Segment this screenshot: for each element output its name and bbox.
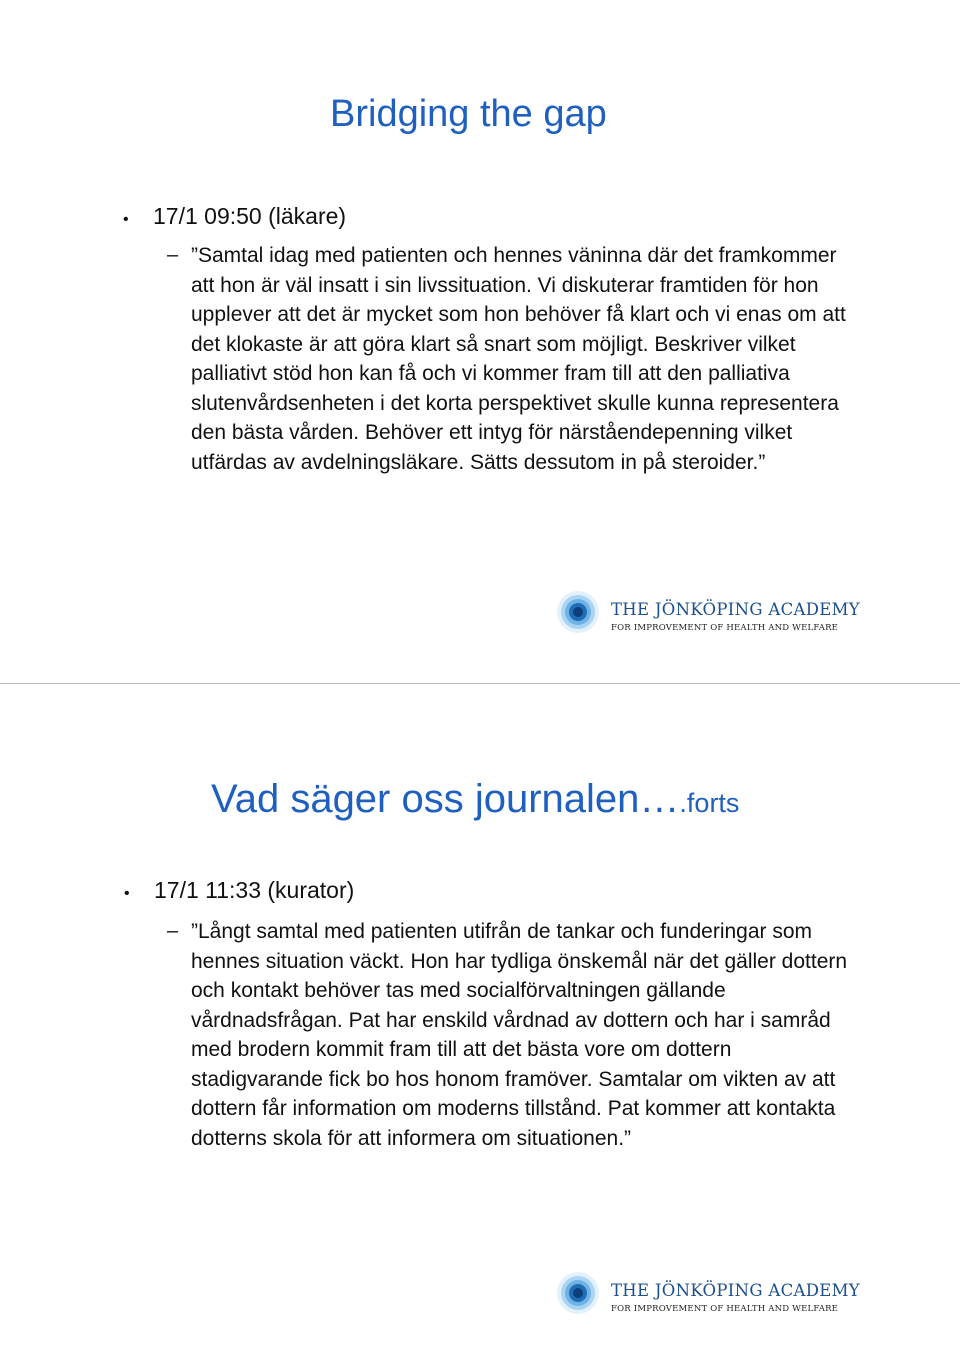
logo-name: THE JÖNKÖPING ACADEMY — [611, 1281, 860, 1300]
journal-note-text: ”Långt samtal med patienten utifrån de tankar och funderingar som hennes situation väckt. Hon har tydliga önskemål när det gäller dottern och kontakt behöver tas med socialförvaltningen gällande vårdnadsfrågan. Pat har enskild vårdnad av dottern och har i samråd med brodern kommit fram till att det bästa vore om dottern stadigvarande fick bo hos honom framöver. Samtalar om vikten av att dottern får information om moderns tillstånd. Pat kommer att kontakta dotterns skola för att informera om situationen.” — [191, 920, 848, 1150]
dash-icon: – — [167, 244, 179, 266]
bullet-dot-icon: • — [123, 211, 129, 228]
journal-note — [167, 241, 851, 477]
slide-title: Bridging the gap — [330, 93, 607, 135]
logo-tagline: FOR IMPROVEMENT OF HEALTH AND WELFARE — [611, 1304, 839, 1314]
slide-title — [211, 777, 739, 822]
logo-tagline: FOR IMPROVEMENT OF HEALTH AND WELFARE — [611, 623, 839, 633]
bullet-item — [123, 203, 346, 230]
bullet-dot-icon: • — [124, 885, 130, 902]
bullet-heading: 17/1 09:50 (läkare) — [153, 203, 347, 229]
bullet-item — [124, 877, 354, 904]
journal-note — [167, 917, 851, 1153]
bullet-heading: 17/1 11:33 (kurator) — [154, 877, 355, 903]
slide-title-suffix: .forts — [679, 788, 740, 818]
concentric-circles-logo-icon — [555, 1269, 605, 1319]
journal-note-text: ”Samtal idag med patienten och hennes väninna där det framkommer att hon är väl insatt i sin livssituation. Vi diskuterar framtiden för hon upplever att det är mycket som hon behöver få klart och vi enas om att det klokaste är att göra klart så snart som möjligt. Beskriver vilket palliativt stöd hon kan få och vi kommer fram till att den palliativa slutenvårdsenheten i det korta perspektivet skulle kunna representera den bästa vården. Behöver ett intyg för närståendepenning vilket utfärdas av avdelningsläkare. Sätts dessutom in på steroider.” — [191, 244, 846, 474]
slide-1 — [0, 0, 960, 683]
logo-name: THE JÖNKÖPING ACADEMY — [611, 600, 860, 619]
concentric-circles-logo-icon — [555, 588, 605, 638]
slide-divider — [0, 683, 960, 684]
slide-title-main: Vad säger oss journalen… — [211, 777, 680, 821]
academy-logo — [555, 1269, 875, 1319]
dash-icon: – — [167, 920, 179, 942]
slide-2 — [0, 685, 960, 1367]
academy-logo — [555, 588, 875, 638]
